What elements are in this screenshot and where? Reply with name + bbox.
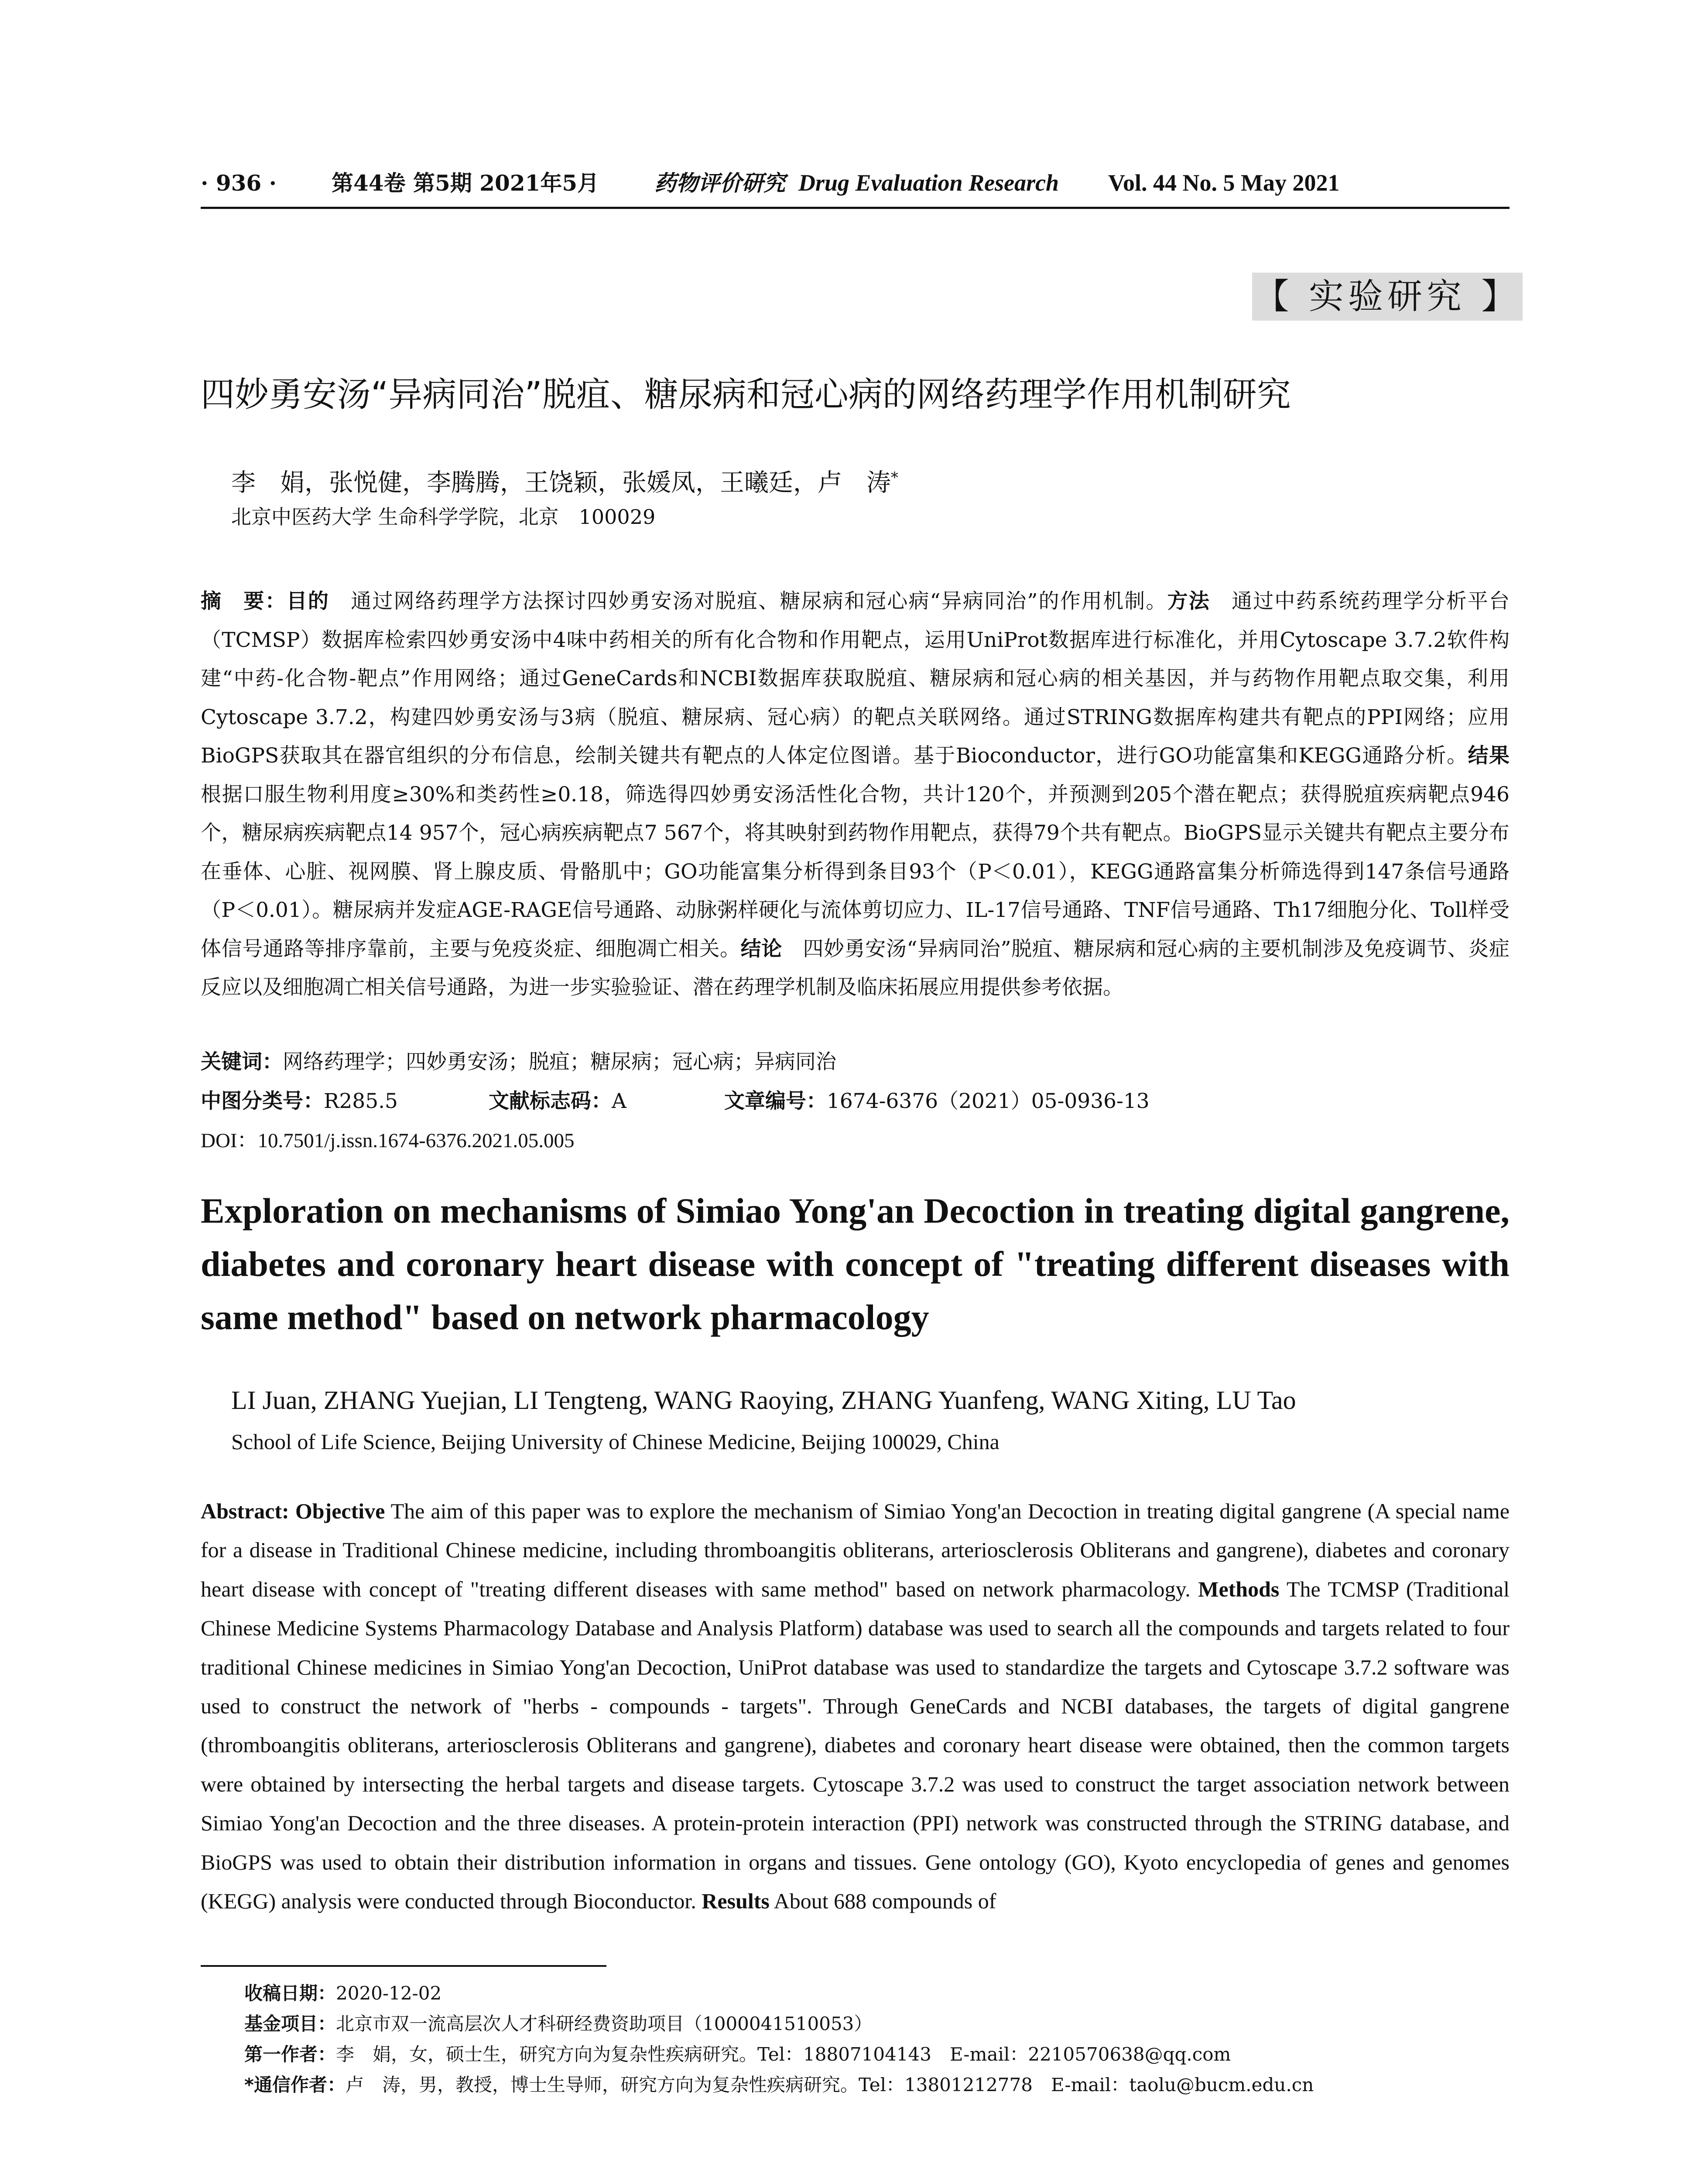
- affiliation-cn: 北京中医药大学 生命科学学院，北京 100029: [231, 505, 656, 529]
- footnote-divider: [201, 1965, 606, 1967]
- methods-text-cn: 通过中药系统药理学分析平台（TCMSP）数据库检索四妙勇安汤中4味中药相关的所有化合物和作用靶点，运用UniProt数据库进行标准化，并用Cytoscape 3.7.2软件构建“中药-化合物-靶点”作用网络；通过GeneCards和NCBI数据库获取脱疽、糖尿病和冠心病的相关基因，并与药物作用靶点取交集，利用Cytoscape 3.7.2，构建四妙勇安汤与3病（脱疽、糖尿病、冠心病）的靶点关联网络。通过STRING数据库构建共有靶点的PPI网络；应用BioGPS获取其在器官组织的分布信息，绘制关键共有靶点的人体定位图谱。基于Bioconductor，进行GO功能富集和KEGG通路分析。: [201, 589, 1510, 768]
- section-tag: 【 实验研究 】: [1252, 273, 1523, 321]
- title-cn: 四妙勇安汤“异病同治”脱疽、糖尿病和冠心病的网络药理学作用机制研究: [201, 375, 1291, 414]
- footnote-received: [244, 1978, 442, 2009]
- doccode-label: 文献标志码：: [489, 1089, 612, 1113]
- footnote-text: 卢 涛，男，教授，博士生导师，研究方向为复杂性疾病研究。Tel：13801212778 E-mail：taolu@bucm.edu.cn: [345, 2074, 1314, 2096]
- objective-label-cn: 目的: [286, 589, 329, 613]
- issue-info-en: Vol. 44 No. 5 May 2021: [1108, 170, 1340, 196]
- journal-name-en: Drug Evaluation Research: [798, 170, 1059, 196]
- doccode-value: A: [612, 1089, 626, 1113]
- classification-row: [201, 1084, 1150, 1119]
- footnote-text: 李 娟，女，硕士生，研究方向为复杂性疾病研究。Tel：18807104143 E-mail：2210570638@qq.com: [336, 2044, 1231, 2065]
- issue-info-cn: 第44卷 第5期 2021年5月: [332, 170, 599, 196]
- clc-value: R285.5: [324, 1089, 398, 1113]
- doi-label: DOI：: [201, 1129, 258, 1152]
- article-no-label: 文章编号：: [724, 1089, 827, 1113]
- footnote-funding: [244, 2009, 872, 2039]
- doi-value: 10.7501/j.issn.1674-6376.2021.05.005: [257, 1129, 575, 1152]
- abstract-en: [201, 1492, 1509, 1921]
- results-label-en: Results: [702, 1889, 770, 1914]
- abstract-cn: [201, 582, 1509, 1007]
- methods-label-cn: 方法: [1167, 589, 1210, 613]
- objective-text-en: The aim of this paper was to explore the mechanism of Simiao Yong'an Decoction in treating digital gangrene (A special name for a disease in Traditional Chinese medicine, including thromboangitis obliterans, arteriosclerosis Obliterans and gangrene), diabetes and coronary heart disease with concept of "treating different diseases with same method" based on network pharmacology.: [201, 1499, 1510, 1601]
- doi-row: [201, 1123, 574, 1158]
- footnote-first-author: [244, 2039, 1231, 2070]
- conclusion-label-cn: 结论: [740, 937, 782, 961]
- results-text-cn: 根据口服生物利用度≥30%和类药性≥0.18，筛选得四妙勇安汤活性化合物，共计120个，并预测到205个潜在靶点；获得脱疽疾病靶点946个，糖尿病疾病靶点14 957个，冠心病疾病靶点7 567个，将其映射到药物作用靶点，获得79个共有靶点。BioGPS显示关键共有靶点主要分布在垂体、心脏、视网膜、肾上腺皮质、骨骼肌中；GO功能富集分析得到条目93个（P＜0.01），KEGG通路富集分析筛选得到147条信号通路（P＜0.01）。糖尿病并发症AGE-RAGE信号通路、动脉粥样硬化与流体剪切应力、IL-17信号通路、TNF信号通路、Th17细胞分化、Toll样受体信号通路等排序靠前，主要与免疫炎症、细胞凋亡相关。: [201, 782, 1509, 961]
- objective-text-cn: 通过网络药理学方法探讨四妙勇安汤对脱疽、糖尿病和冠心病“异病同治”的作用机制。: [351, 589, 1167, 613]
- footnote-text: 北京市双一流高层次人才科研经费资助项目（1000041510053）: [336, 2013, 873, 2034]
- keywords-text: 网络药理学；四妙勇安汤；脱疽；糖尿病；冠心病；异病同治: [283, 1050, 836, 1074]
- objective-label-en: Objective: [295, 1499, 385, 1523]
- footnote-text: 2020-12-02: [336, 1983, 442, 2004]
- conclusion-text-cn: 四妙勇安汤“异病同治”脱疽、糖尿病和冠心病的主要机制涉及免疫调节、炎症反应以及细胞凋亡相关信号通路，为进一步实验验证、潜在药理学机制及临床拓展应用提供参考依据。: [201, 937, 1510, 999]
- results-text-en: About 688 compounds of: [774, 1889, 996, 1914]
- authors-cn: [231, 460, 898, 501]
- results-label-cn: 结果: [1468, 744, 1510, 768]
- methods-label-en: Methods: [1198, 1576, 1280, 1601]
- abstract-label-cn: 摘 要：: [201, 589, 287, 613]
- footnote-label: 第一作者：: [244, 2044, 336, 2065]
- page-number: · 936 ·: [201, 170, 277, 196]
- footnote-label: *通信作者：: [244, 2074, 346, 2096]
- footnote-corresponding-author: [244, 2070, 1314, 2100]
- journal-logo: 药物评价研究: [654, 170, 785, 196]
- article-no-value: 1674-6376（2021）05-0936-13: [827, 1089, 1150, 1113]
- abstract-label-en: Abstract:: [201, 1499, 289, 1523]
- footnote-label: 基金项目：: [244, 2013, 336, 2034]
- authors-en: LI Juan, ZHANG Yuejian, LI Tengteng, WANG Raoying, ZHANG Yuanfeng, WANG Xiting, LU Tao: [231, 1386, 1296, 1415]
- corresponding-mark: *: [891, 469, 898, 486]
- affiliation-en: School of Life Science, Beijing University of Chinese Medicine, Beijing 100029, China: [231, 1429, 999, 1454]
- title-en: Exploration on mechanisms of Simiao Yong'an Decoction in treating digital gangrene, diabetes and coronary heart disease with concept of "treating different diseases with same method" based on network pharmacology: [201, 1191, 1509, 1337]
- methods-text-en: The TCMSP (Traditional Chinese Medicine Systems Pharmacology Database and Analysis Platform) database was used to search all the compounds and targets related to four traditional Chinese medicines in Simiao Yong'an Decoction, UniProt database was used to standardize the targets and Cytoscape 3.7.2 software was used to construct the network of "herbs - compounds - targets". Through GeneCards and NCBI databases, the targets of digital gangrene (thromboangitis obliterans, arteriosclerosis Obliterans and gangrene), diabetes and coronary heart disease were obtained, then the common targets were obtained by intersecting the herbal targets and disease targets. Cytoscape 3.7.2 was used to construct the target association network between Simiao Yong'an Decoction and the three diseases. A protein-protein interaction (PPI) network was constructed through the STRING database, and BioGPS was used to obtain their distribution information in organs and tissues. Gene ontology (GO), Kyoto encyclopedia of genes and genomes (KEGG) analysis were conducted through Bioconductor.: [201, 1576, 1509, 1914]
- footnote-label: 收稿日期：: [244, 1983, 336, 2004]
- keywords-label: 关键词：: [201, 1050, 283, 1074]
- running-header: [201, 166, 1509, 209]
- authors-cn-text: 李 娟，张悦健，李腾腾，王饶颖，张媛凤，王曦廷，卢 涛: [231, 468, 891, 497]
- keywords-cn: [201, 1045, 836, 1080]
- clc-label: 中图分类号：: [201, 1089, 324, 1113]
